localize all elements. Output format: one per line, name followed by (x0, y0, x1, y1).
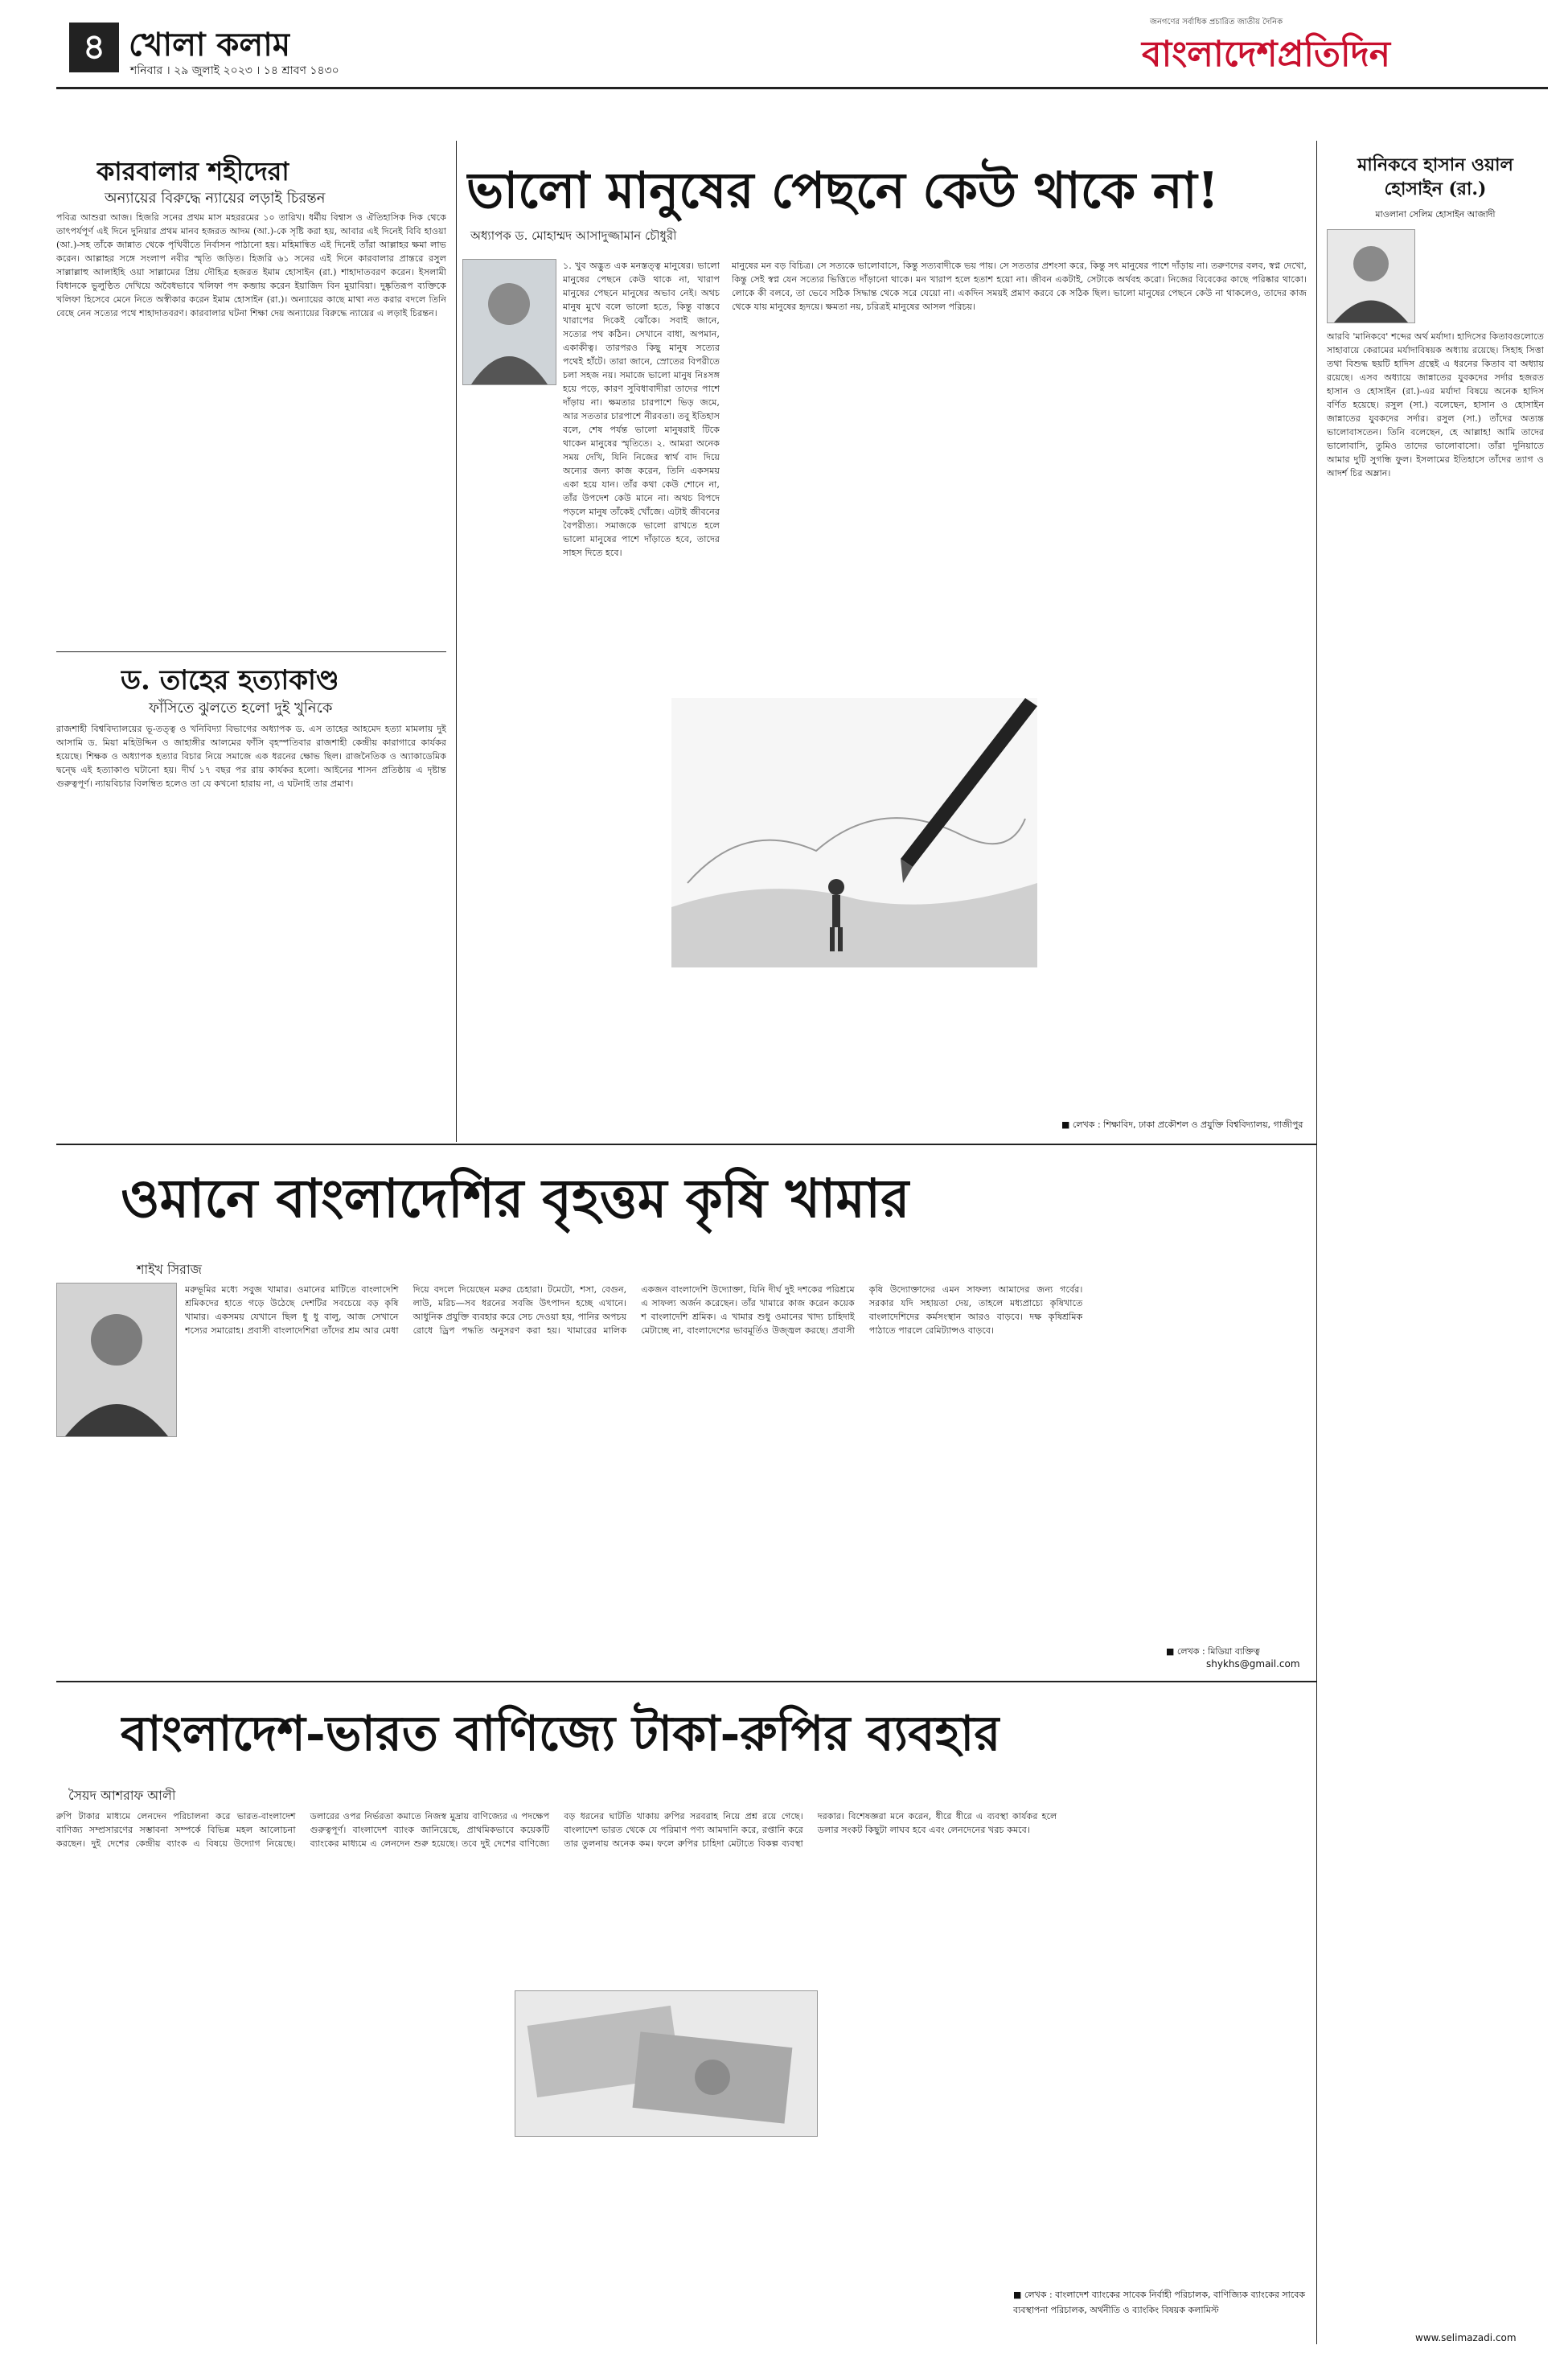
article2-subtitle: ফাঁসিতে ঝুলতে হলো দুই খুনিকে (149, 700, 333, 717)
col-divider-right (1316, 141, 1317, 2344)
article4-title: মানিকবে হাসান ওয়াল হোসাইন (রা.) (1357, 154, 1513, 199)
logo-tagline: জনগণের সর্বাধিক প্রচারিত জাতীয় দৈনিক (1150, 18, 1283, 27)
masthead-logo (1142, 16, 1536, 80)
article3-byline: অধ্যাপক ড. মোহাম্মদ আসাদুজ্জামান চৌধুরী (470, 228, 677, 243)
issue-date: শনিবার । ২৯ জুলাই ২০২৩ । ১৪ শ্রাবণ ১৪৩০ (130, 64, 339, 77)
article5-rule-top (56, 1144, 1316, 1145)
col-divider-left (456, 141, 457, 1142)
article5-body: মরুভূমির মধ্যে সবুজ খামার। ওমানের মাটিতে বাংলাদেশি শ্রমিকদের হাতে গড়ে উঠেছে দেশটির সবচেয়ে বড় কৃষি খামার। একসময় যেখানে ছিল ধু ধু বালু, আজ সেখানে শস্যের সমারোহ। প্রবাসী বাংলাদেশিরা তাঁদের শ্রম আর মেধা দিয়ে বদলে দিয়েছেন মরুর চেহারা। টমেটো, শসা, বেগুন, লাউ, মরিচ—সব ধরনের সবজি উৎপাদন হচ্ছে এখানে। আধুনিক প্রযুক্তি ব্যবহার করে সেচ দেওয়া হয়, পানির অপচয় রোধে ড্রিপ পদ্ধতি অনুসরণ করা হয়। খামারের মালিক একজন বাংলাদেশি উদ্যোক্তা, যিনি দীর্ঘ দুই দশকের পরিশ্রমে এ সাফল্য অর্জন করেছেন। তাঁর খামারে কাজ করেন কয়েক শ বাংলাদেশি শ্রমিক। এ খামার শুধু ওমানের খাদ্য চাহিদাই মেটাচ্ছে না, বাংলাদেশের ভাবমূর্তিও উজ্জ্বল করছে। প্রবাসী কৃষি উদ্যোক্তাদের এমন সাফল্য আমাদের জন্য গর্বের। সরকার যদি সহায়তা দেয়, তাহলে মধ্যপ্রাচ্যে কৃষিখাতে বাংলাদেশিদের কর্মসংস্থান আরও বাড়বে। দক্ষ কৃষিশ্রমিক পাঠাতে পারলে রেমিট্যান্সও বাড়বে। (185, 1284, 1083, 1336)
banknotes-icon (515, 1991, 817, 2136)
article3-illustration (671, 698, 1037, 967)
page-number: ৪ (69, 23, 119, 72)
pen-illustration-icon (671, 698, 1037, 967)
article6-byline: সৈয়দ আশরাফ আলী (68, 1788, 176, 1803)
article6-title: বাংলাদেশ-ভারত বাণিজ্যে টাকা-রুপির ব্যবহার (121, 1706, 1001, 1762)
logo-word-2: প্রতিদিন (1277, 34, 1390, 75)
article3-body: ১. খুব অদ্ভুত এক মনস্তত্ত্ব মানুষের। ভালো মানুষের পেছনে কেউ থাকে না, খারাপ মানুষের পেছনে মানুষের অভাব নেই। অথচ মানুষ মুখে বলে ভালো হতে, কিন্তু বাস্তবে খারাপের দিকেই ঝোঁকে। সবাই জানে, সত্যের পথ কঠিন। সেখানে বাধা, অপমান, একাকীত্ব। তারপরও কিছু মানুষ সত্যের পথেই হাঁটে। তারা জানে, স্রোতের বিপরীতে চলা সহজ নয়। সমাজে ভালো মানুষ নিঃসঙ্গ হয়ে পড়ে, কারণ সুবিধাবাদীরা তাদের পাশে দাঁড়ায় না। ক্ষমতার চারপাশে ভিড় জমে, আর সততার চারপাশে নীরবতা। তবু ইতিহাস বলে, শেষ পর্যন্ত ভালো মানুষরাই টিকে থাকেন মানুষের স্মৃতিতে। ২. আমরা অনেক সময় দেখি, যিনি নিজের স্বার্থ বাদ দিয়ে অন্যের জন্য কাজ করেন, তিনি একসময় একা হয়ে যান। তাঁর কথা কেউ শোনে না, তাঁর উপদেশ কেউ মানে না। অথচ বিপদে পড়লে মানুষ তাঁকেই খোঁজে। এটাই জীবনের বৈপরীত্য। সমাজকে ভালো রাখতে হলে ভালো মানুষের পাশে দাঁড়াতে হবে, তাদের সাহস দিতে হবে। (563, 261, 720, 558)
article2-body: রাজশাহী বিশ্ববিদ্যালয়ের ভূ-তত্ত্ব ও খনিবিদ্যা বিভাগের অধ্যাপক ড. এস তাহের আহমেদ হত্যা মামলায় দুই আসামি ড. মিয়া মহিউদ্দিন ও জাহাঙ্গীর আলমের ফাঁসি বৃহস্পতিবার রাজশাহী কেন্দ্রীয় কারাগারে কার্যকর হয়েছে। শিক্ষক ও অধ্যাপক হত্যার বিচার নিয়ে সমাজে এক ধরনের ক্ষোভ ছিল। রাজনৈতিক ও অ্যাকাডেমিক দ্বন্দ্বে এই হত্যাকাণ্ড ঘটানো হয়। দীর্ঘ ১৭ বছর পর রায় কার্যকর হলো। আইনের শাসন প্রতিষ্ঠায় এ দৃষ্টান্ত গুরুত্বপূর্ণ। ন্যায়বিচার বিলম্বিত হলেও তা যে কখনো হারায় না, এ ঘটনাই তার প্রমাণ। (56, 724, 446, 789)
article3-footer: ■ লেখক : শিক্ষাবিদ, ঢাকা প্রকৌশল ও প্রযুক্তি বিশ্ববিদ্যালয়, গাজীপুর (1061, 1119, 1303, 1130)
article5-title: ওমানে বাংলাদেশির বৃহত্তম কৃষি খামার (121, 1167, 910, 1230)
article6-currency-image (515, 1990, 818, 2137)
article1-body: পবিত্র আশুরা আজ। হিজরি সনের প্রথম মাস মহররমের ১০ তারিখ। ধর্মীয় বিশ্বাস ও ঐতিহাসিক দিক থেকে তাৎপর্যপূর্ণ এই দিনে দুনিয়ার প্রথম মানব হজরত আদম (আ.)-কে সৃষ্টি করা হয়, আবার এই দিনেই বিবি হাওয়া (আ.)-সহ তাঁকে জান্নাত থেকে পৃথিবীতে নির্বাসন পাঠানো হয়। মহিমান্বিত এই দিনেই তাঁরা আল্লাহর ক্ষমা লাভ করেন। আল্লাহর সঙ্গে সংলাপ নবীর স্মৃতি জড়িত। হিজরি ৬১ সনের এই দিনে কারবালার প্রান্তরে রসুল সাল্লাল্লাহু আলাইহি ওয়া সাল্লামের প্রিয় দৌহিত্র হজরত ইমাম হোসাইন (রা.) শাহাদাতবরণ করেন। ইসলামী বিধানকে ভুলুণ্ঠিত দেখিয়ে অবৈধভাবে খলিফা পদ কব্জায় করেন ইয়াজিদ বিন মুয়াবিয়া। দুষ্কৃতিরূপ ব্যক্তিকে খলিফা হিসেবে মেনে নিতে অস্বীকার করেন ইমাম হোসাইন (রা.)। অন্যায়ের কাছে মাথা নত করার বদলে তিনি বেছে নেন সত্যের পথে শাহাদাতবরণ। কারবালার ঘটনা শিক্ষা দেয় অন্যায়ের বিরুদ্ধে ন্যায়ের এ লড়াই চিরন্তন। (56, 212, 446, 318)
article4-author-photo (1327, 229, 1415, 323)
article6-rule-top (56, 1681, 1316, 1682)
article6-body: রুপি টাকার মাধ্যমে লেনদেন পরিচালনা করে ভারত-বাংলাদেশ বাণিজ্য সম্প্রসারণের সম্ভাবনা সম্পর্কে বিভিন্ন মহল আলোচনা করছেন। দুই দেশের কেন্দ্রীয় ব্যাংক এ বিষয়ে উদ্যোগ নিয়েছে। ডলারের ওপর নির্ভরতা কমাতে নিজস্ব মুদ্রায় বাণিজ্যের এ পদক্ষেপ গুরুত্বপূর্ণ। বাংলাদেশ ব্যাংক জানিয়েছে, প্রাথমিকভাবে কয়েকটি ব্যাংকের মাধ্যমে এ লেনদেন শুরু হয়েছে। তবে দুই দেশের বাণিজ্যে বড় ধরনের ঘাটতি থাকায় রুপির সরবরাহ নিয়ে প্রশ্ন রয়ে গেছে। বাংলাদেশ ভারত থেকে যে পরিমাণ পণ্য আমদানি করে, রপ্তানি করে তার তুলনায় অনেক কম। ফলে রুপির চাহিদা মেটাতে বিকল্প ব্যবস্থা দরকার। বিশেষজ্ঞরা মনে করেন, ধীরে ধীরে এ ব্যবস্থা কার্যকর হলে ডলার সংকট কিছুটা লাঘব হবে এবং লেনদেনের খরচ কমবে। (56, 1811, 1057, 1849)
article1-title: কারবালার শহীদেরা (96, 156, 289, 187)
logo-word-1: বাংলাদেশ (1142, 34, 1278, 75)
article5-email: shykhs@gmail.com (1206, 1658, 1300, 1670)
article6-footer: ■ লেখক : বাংলাদেশ ব্যাংকের সাবেক নির্বাহী পরিচালক, বাণিজ্যিক ব্যাংকের সাবেক ব্যবস্থাপনা পরিচালক, অর্থনীতি ও ব্যাংকিং বিষয়ক কলামিস্ট (1013, 2290, 1306, 2315)
article5-byline: শাইখ সিরাজ (137, 1262, 202, 1277)
article2-title: ড. তাহের হত্যাকাণ্ড (121, 664, 339, 696)
article3-body-right: মানুষের মন বড় বিচিত্র। সে সত্যকে ভালোবাসে, কিন্তু সত্যবাদীকে ভয় পায়। সে সততার প্রশংসা করে, কিন্তু সৎ মানুষের পাশে দাঁড়ায় না। তরুণদের বলব, স্বপ্ন দেখো, কিন্তু সেই স্বপ্ন যেন সত্যের ভিত্তিতে দাঁড়ানো থাকে। মন খারাপ হলে হতাশ হয়ো না। জীবন একটাই, সেটাকে অর্থবহ করো। নিজের বিবেকের কাছে পরিষ্কার থাকো। লোকে কী বলবে, তা ভেবে সঠিক সিদ্ধান্ত থেকে সরে যেয়ো না। একদিন সময়ই প্রমাণ করবে কে সঠিক ছিল। ভালো মানুষের পেছনে কেউ না থাকলেও, তাদের কাজ থেকে যায় মানুষের হৃদয়ে। ক্ষমতা নয়, চরিত্রই মানুষের আসল পরিচয়। (732, 261, 1307, 312)
person-icon (1328, 230, 1414, 322)
person-icon (57, 1284, 176, 1436)
article4-byline: মাওলানা সেলিম হোসাইন আজাদী (1375, 209, 1496, 220)
author-photo (462, 259, 556, 385)
article2-rule (56, 651, 446, 652)
article1-subtitle: অন্যায়ের বিরুদ্ধে ন্যায়ের লড়াই চিরন্তন (105, 190, 326, 207)
article5-footer: ■ লেখক : মিডিয়া ব্যক্তিত্ব (1166, 1646, 1260, 1657)
person-icon (463, 260, 556, 384)
article3-title: ভালো মানুষের পেছনে কেউ থাকে না! (466, 161, 1219, 220)
article5-author-photo (56, 1283, 177, 1437)
article4-body: আরবি 'মানিকবে' শব্দের অর্থ মর্যাদা। হাদিসের কিতাবগুলোতে সাহাবায়ে কেরামের মর্যাদাবিষয়ক অধ্যায় রয়েছে। সিহাহ সিত্তা তথা বিশুদ্ধ ছয়টি হাদিস গ্রন্থেই এ ধরনের কিতাব বা অধ্যায় রয়েছে। এসব অধ্যায়ে জান্নাতের যুবকদের সর্দার হজরত হাসান ও হোসাইন (রা.)-এর মর্যাদা বিষয়ে অনেক হাদিস বর্ণিত হয়েছে। রসুল (সা.) বলেছেন, হাসান ও হোসাইন জান্নাতের যুবকদের সর্দার। রসুল (সা.) তাঁদের অত্যন্ত ভালোবাসতেন। তিনি বলেছেন, হে আল্লাহ! আমি তাদের ভালোবাসি, তুমিও তাদের ভালোবাসো। তাঁরা দুনিয়াতে আমার দুটি সুগন্ধি ফুল। ইসলামের ইতিহাসে তাঁদের ত্যাগ ও আদর্শ চির অম্লান। (1327, 331, 1544, 478)
article4-footer: www.selimazadi.com (1415, 2332, 1517, 2343)
header-rule (56, 87, 1548, 89)
section-title: খোলা কলাম (129, 27, 291, 64)
